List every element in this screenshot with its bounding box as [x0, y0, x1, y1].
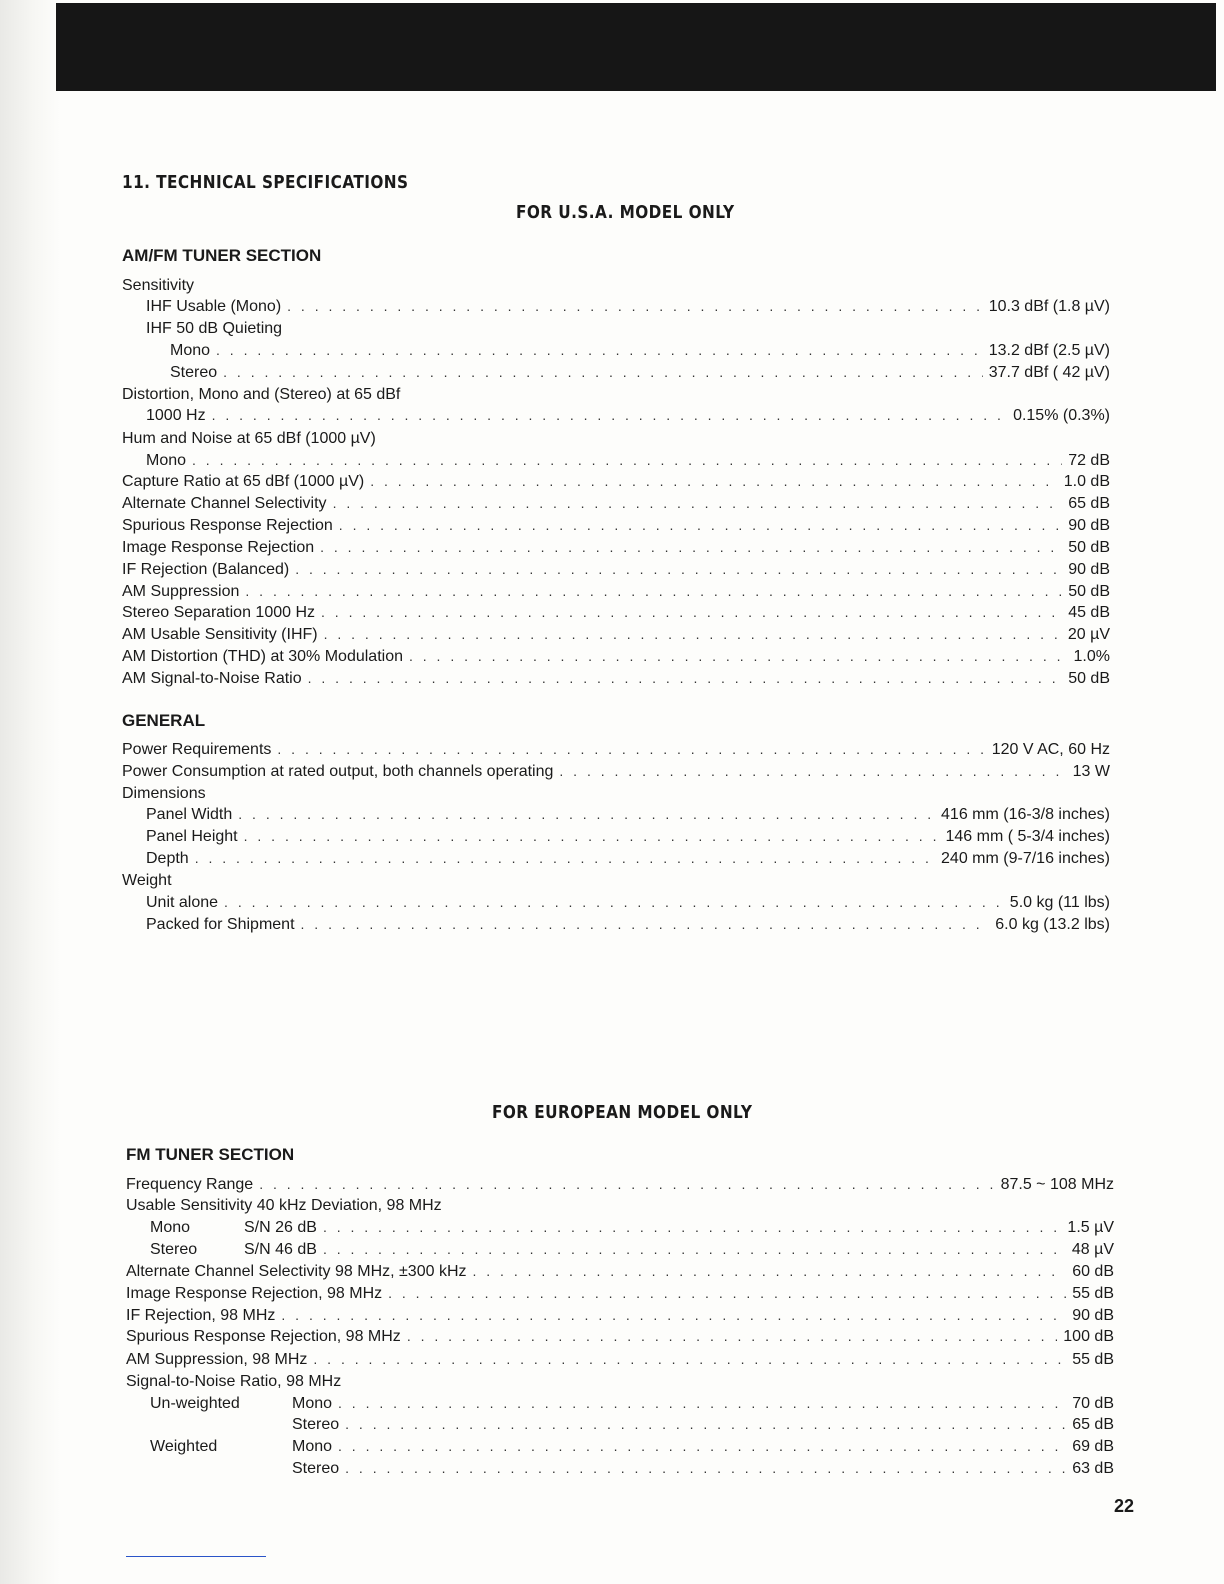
leader-dots — [370, 473, 1057, 489]
spec-label: IF Rejection, 98 MHz — [126, 1307, 276, 1324]
spec-label: Power Consumption at rated output, both channels operating — [122, 763, 554, 780]
spec-label: Image Response Rejection, 98 MHz — [126, 1285, 383, 1302]
leader-dots — [313, 1351, 1066, 1367]
spec-value: 90 dB — [1068, 517, 1110, 534]
page-number: 22 — [1114, 1496, 1135, 1516]
leader-dots — [323, 1241, 1066, 1257]
leader-dots — [338, 1438, 1066, 1454]
spec-value: 1.0 dB — [1063, 473, 1110, 490]
leader-dots — [192, 452, 1062, 468]
spec-label: Power Requirements — [122, 741, 272, 758]
spec-value: 20 µV — [1067, 626, 1110, 643]
leader-dots — [295, 561, 1062, 577]
spec-row — [122, 763, 1110, 785]
leader-dots — [338, 1395, 1066, 1411]
spec-label: Spurious Response Rejection, 98 MHz — [126, 1328, 401, 1345]
leader-dots — [320, 539, 1062, 555]
header-black-bar — [56, 3, 1216, 91]
leader-dots — [345, 1416, 1066, 1432]
spec-label: Panel Width — [146, 806, 233, 823]
spec-row — [126, 1176, 1114, 1198]
spec-label: 1000 Hz — [146, 407, 206, 424]
spec-value: 70 dB — [1072, 1395, 1114, 1412]
leader-dots — [287, 298, 983, 314]
spec-row — [122, 670, 1110, 692]
spec-value: 50 dB — [1068, 583, 1110, 600]
spec-label: AM Distortion (THD) at 30% Modulation — [122, 648, 403, 665]
leader-dots — [245, 583, 1062, 599]
spec-row — [122, 517, 1110, 539]
spec-value: 6.0 kg (13.2 lbs) — [995, 916, 1110, 933]
snr-group-label: Un-weighted — [150, 1395, 240, 1412]
spec-value: 69 dB — [1072, 1438, 1114, 1455]
spec-row — [122, 648, 1110, 670]
spec-value: 0.15% (0.3%) — [1013, 407, 1110, 424]
spec-label: IHF Usable (Mono) — [146, 298, 282, 315]
spec-label: AM Usable Sensitivity (IHF) — [122, 626, 318, 643]
spec-row — [126, 1285, 1114, 1307]
leader-dots — [281, 1307, 1066, 1323]
spec-label: Stereo — [292, 1416, 340, 1433]
spec-sn: S/N 46 dB — [244, 1241, 317, 1258]
leader-dots — [388, 1285, 1066, 1301]
usa-tuner-section-title: AM/FM TUNER SECTION — [122, 246, 322, 265]
spec-row — [146, 850, 1110, 872]
spec-value: 87.5 ~ 108 MHz — [1000, 1176, 1114, 1193]
leader-dots — [244, 828, 940, 844]
spec-value: 50 dB — [1068, 539, 1110, 556]
usa-heading: FOR U.S.A. MODEL ONLY — [516, 202, 735, 223]
spec-value: 13.2 dBf (2.5 µV) — [988, 342, 1110, 359]
spec-row — [146, 452, 1110, 474]
dimensions-label: Dimensions — [122, 785, 206, 802]
leader-dots — [345, 1460, 1066, 1476]
leader-dots — [559, 763, 1066, 779]
leader-dots — [224, 894, 1004, 910]
spec-row — [170, 364, 1110, 386]
spec-label: Alternate Channel Selectivity — [122, 495, 327, 512]
leader-dots — [223, 364, 983, 380]
spec-row — [292, 1460, 1114, 1482]
spec-value: 55 dB — [1072, 1351, 1114, 1368]
spec-value: 120 V AC, 60 Hz — [991, 741, 1110, 758]
spec-label: Alternate Channel Selectivity 98 MHz, ±300 kHz — [126, 1263, 467, 1280]
spec-value: 90 dB — [1068, 561, 1110, 578]
spec-label: Stereo — [170, 364, 218, 381]
leader-dots — [407, 1328, 1057, 1344]
spec-value: 90 dB — [1072, 1307, 1114, 1324]
bottom-rule — [126, 1556, 266, 1557]
spec-row — [146, 298, 1110, 320]
spec-label: Unit alone — [146, 894, 219, 911]
europe-heading: FOR EUROPEAN MODEL ONLY — [492, 1102, 753, 1123]
leader-dots — [339, 517, 1062, 533]
spec-label: AM Signal-to-Noise Ratio — [122, 670, 302, 687]
leader-dots — [216, 342, 983, 358]
spec-value: 63 dB — [1072, 1460, 1114, 1477]
spec-row — [122, 583, 1110, 605]
spec-label: Capture Ratio at 65 dBf (1000 µV) — [122, 473, 365, 490]
leader-dots — [409, 648, 1068, 664]
leader-dots — [321, 604, 1062, 620]
spec-row — [122, 561, 1110, 583]
spec-sn: S/N 26 dB — [244, 1219, 317, 1236]
spec-value: 50 dB — [1068, 670, 1110, 687]
spec-value: 13 W — [1072, 763, 1110, 780]
ihf-quieting-label: IHF 50 dB Quieting — [146, 320, 283, 337]
leader-dots — [212, 407, 1007, 423]
spec-row — [150, 1438, 1114, 1460]
spec-row — [146, 407, 1110, 429]
distortion-label: Distortion, Mono and (Stereo) at 65 dBf — [122, 386, 401, 403]
leader-dots — [301, 916, 990, 932]
spec-label: Mono — [146, 452, 187, 469]
spec-value: 10.3 dBf (1.8 µV) — [988, 298, 1110, 315]
spec-label: Depth — [146, 850, 189, 867]
spec-label: Panel Height — [146, 828, 238, 845]
page-title: 11. TECHNICAL SPECIFICATIONS — [122, 172, 409, 193]
spec-label: AM Suppression, 98 MHz — [126, 1351, 308, 1368]
leader-dots — [324, 626, 1062, 642]
spec-value: 416 mm (16-3/8 inches) — [941, 806, 1110, 823]
spec-row — [146, 894, 1110, 916]
general-section-title: GENERAL — [122, 711, 206, 730]
spec-label: Stereo — [292, 1460, 340, 1477]
spec-label: Mono — [292, 1395, 333, 1412]
spec-row — [150, 1241, 1114, 1263]
leader-dots — [323, 1219, 1061, 1235]
spec-label: Stereo Separation 1000 Hz — [122, 604, 316, 621]
spec-label: Image Response Rejection — [122, 539, 315, 556]
leader-dots — [308, 670, 1063, 686]
spec-label: Mono — [292, 1438, 333, 1455]
spec-value: 100 dB — [1063, 1328, 1114, 1345]
spec-value: 55 dB — [1072, 1285, 1114, 1302]
leader-dots — [473, 1263, 1067, 1279]
spec-value: 240 mm (9-7/16 inches) — [941, 850, 1110, 867]
sensitivity-label: Sensitivity — [122, 277, 195, 294]
spec-value: 72 dB — [1068, 452, 1110, 469]
spec-value: 1.5 µV — [1067, 1219, 1114, 1236]
spec-label: Spurious Response Rejection — [122, 517, 333, 534]
spec-value: 1.0% — [1073, 648, 1110, 665]
spec-row — [292, 1416, 1114, 1438]
spec-value: 60 dB — [1072, 1263, 1114, 1280]
spec-row — [126, 1263, 1114, 1285]
spec-label: Frequency Range — [126, 1176, 254, 1193]
leader-dots — [259, 1176, 994, 1192]
europe-tuner-section-title: FM TUNER SECTION — [126, 1145, 295, 1164]
leader-dots — [195, 850, 935, 866]
spec-row — [122, 741, 1110, 763]
spec-label: Stereo — [150, 1241, 198, 1258]
spec-label: Packed for Shipment — [146, 916, 295, 933]
leader-dots — [333, 495, 1063, 511]
spec-row — [150, 1219, 1114, 1241]
spec-label: Mono — [170, 342, 211, 359]
leader-dots — [277, 741, 985, 757]
spec-row — [122, 626, 1110, 648]
spec-value: 45 dB — [1068, 604, 1110, 621]
spec-row — [126, 1328, 1114, 1350]
spec-value: 48 µV — [1071, 1241, 1114, 1258]
spec-value: 5.0 kg (11 lbs) — [1009, 894, 1110, 911]
hum-noise-label: Hum and Noise at 65 dBf (1000 µV) — [122, 430, 376, 447]
spec-row — [122, 495, 1110, 517]
weight-label: Weight — [122, 872, 172, 889]
spec-value: 37.7 dBf ( 42 µV) — [988, 364, 1110, 381]
spec-value: 65 dB — [1072, 1416, 1114, 1433]
snr-group-label: Weighted — [150, 1438, 218, 1455]
spec-label: IF Rejection (Balanced) — [122, 561, 290, 578]
leader-dots — [238, 806, 935, 822]
snr-label: Signal-to-Noise Ratio, 98 MHz — [126, 1373, 342, 1390]
scan-left-edge — [0, 0, 60, 1584]
spec-value: 65 dB — [1068, 495, 1110, 512]
spec-label: AM Suppression — [122, 583, 240, 600]
spec-row — [170, 342, 1110, 364]
spec-row — [122, 539, 1110, 561]
spec-value: 146 mm ( 5-3/4 inches) — [945, 828, 1110, 845]
usable-sensitivity-label: Usable Sensitivity 40 kHz Deviation, 98 MHz — [126, 1197, 442, 1214]
spec-label: Mono — [150, 1219, 191, 1236]
spec-row — [122, 473, 1110, 495]
spec-row — [146, 806, 1110, 828]
spec-row — [122, 604, 1110, 626]
spec-row — [150, 1395, 1114, 1417]
spec-row — [146, 916, 1110, 938]
spec-row — [146, 828, 1110, 850]
spec-row — [126, 1351, 1114, 1373]
spec-row — [126, 1307, 1114, 1329]
